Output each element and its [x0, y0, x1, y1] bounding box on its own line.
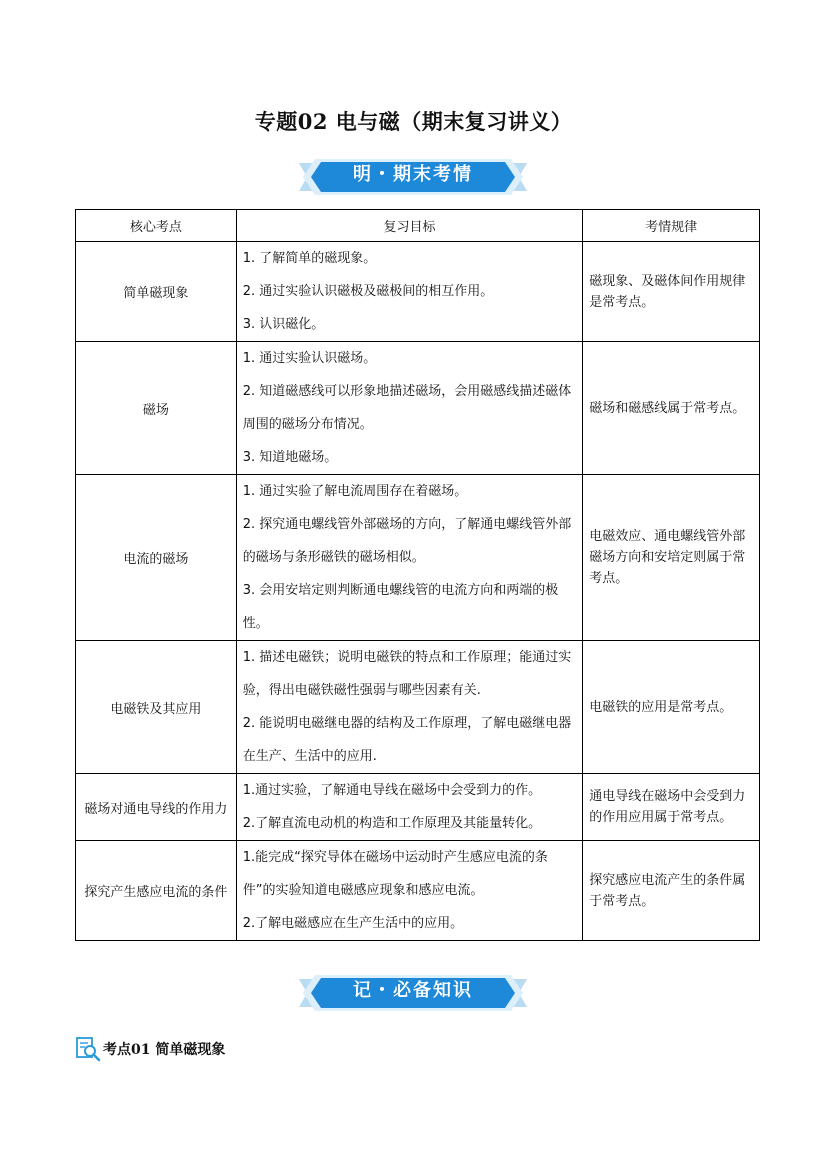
goals-cell [236, 475, 582, 641]
section-label: 考点01 简单磁现象 [103, 1042, 226, 1058]
goal-item: 1. 描述电磁铁；说明电磁铁的特点和工作原理；能通过实验，得出电磁铁磁性强弱与哪些因素有关. [242, 650, 572, 698]
banner-label: 记・必备知识 [353, 980, 473, 1001]
goal-item: 2.了解直流电动机的构造和工作原理及其能量转化。 [242, 816, 542, 831]
goal-item: 2. 探究通电螺线管外部磁场的方向，了解通电螺线管外部的磁场与条形磁铁的磁场相似。 [242, 517, 572, 565]
rule-cell: 电磁铁的应用是常考点。 [583, 641, 760, 774]
topic-cell: 磁场对通电导线的作用力 [76, 774, 237, 841]
rule-cell: 探究感应电流产生的条件属于常考点。 [583, 841, 760, 941]
section-heading [75, 1035, 225, 1063]
goal-item: 3. 会用安培定则判断通电螺线管的电流方向和两端的极性。 [242, 583, 559, 631]
topic-cell: 电流的磁场 [76, 475, 237, 641]
table-row [76, 342, 760, 475]
table-row [76, 475, 760, 641]
goal-item: 1. 通过实验认识磁场。 [242, 351, 377, 366]
goal-item: 1.能完成“探究导体在磁场中运动时产生感应电流的条件”的实验知道电磁感应现象和感应电流。 [242, 850, 548, 898]
goal-item: 2. 通过实验认识磁极及磁极间的相互作用。 [242, 284, 494, 299]
review-table [75, 209, 760, 941]
header-core-point: 核心考点 [76, 210, 237, 242]
header-exam-pattern: 考情规律 [583, 210, 760, 242]
table-row [76, 774, 760, 841]
goals-cell [236, 342, 582, 475]
goal-item: 2.了解电磁感应在生产生活中的应用。 [242, 916, 464, 931]
table-row [76, 841, 760, 941]
topic-cell: 磁场 [76, 342, 237, 475]
topic-cell: 电磁铁及其应用 [76, 641, 237, 774]
goals-cell [236, 641, 582, 774]
goal-item: 1. 通过实验了解电流周围存在着磁场。 [242, 484, 468, 499]
goal-item: 3. 认识磁化。 [242, 317, 325, 332]
banner-exam-situation [295, 155, 531, 199]
table-row [76, 641, 760, 774]
goals-cell [236, 242, 582, 342]
magnifier-document-icon [75, 1036, 101, 1062]
goal-item: 2. 能说明电磁继电器的结构及工作原理，了解电磁继电器在生产、生活中的应用. [242, 716, 572, 764]
rule-cell: 磁场和磁感线属于常考点。 [583, 342, 760, 475]
goals-cell [236, 841, 582, 941]
topic-cell: 简单磁现象 [76, 242, 237, 342]
table-header-row [76, 210, 760, 242]
goal-item: 3. 知道地磁场。 [242, 450, 338, 465]
rule-cell: 磁现象、及磁体间作用规律是常考点。 [583, 242, 760, 342]
topic-cell: 探究产生感应电流的条件 [76, 841, 237, 941]
goals-cell [236, 774, 582, 841]
rule-cell: 通电导线在磁场中会受到力的作用应用属于常考点。 [583, 774, 760, 841]
rule-cell: 电磁效应、通电螺线管外部磁场方向和安培定则属于常考点。 [583, 475, 760, 641]
banner-essential-knowledge [295, 971, 531, 1015]
goal-item: 2. 知道磁感线可以形象地描述磁场，会用磁感线描述磁体周围的磁场分布情况。 [242, 384, 572, 432]
page-title: 专题02 电与磁（期末复习讲义） [254, 109, 573, 134]
header-review-goal: 复习目标 [236, 210, 582, 242]
table-row [76, 242, 760, 342]
goal-item: 1.通过实验，了解通电导线在磁场中会受到力的作。 [242, 783, 542, 798]
banner-label: 明・期末考情 [353, 164, 473, 185]
goal-item: 1. 了解简单的磁现象。 [242, 251, 377, 266]
